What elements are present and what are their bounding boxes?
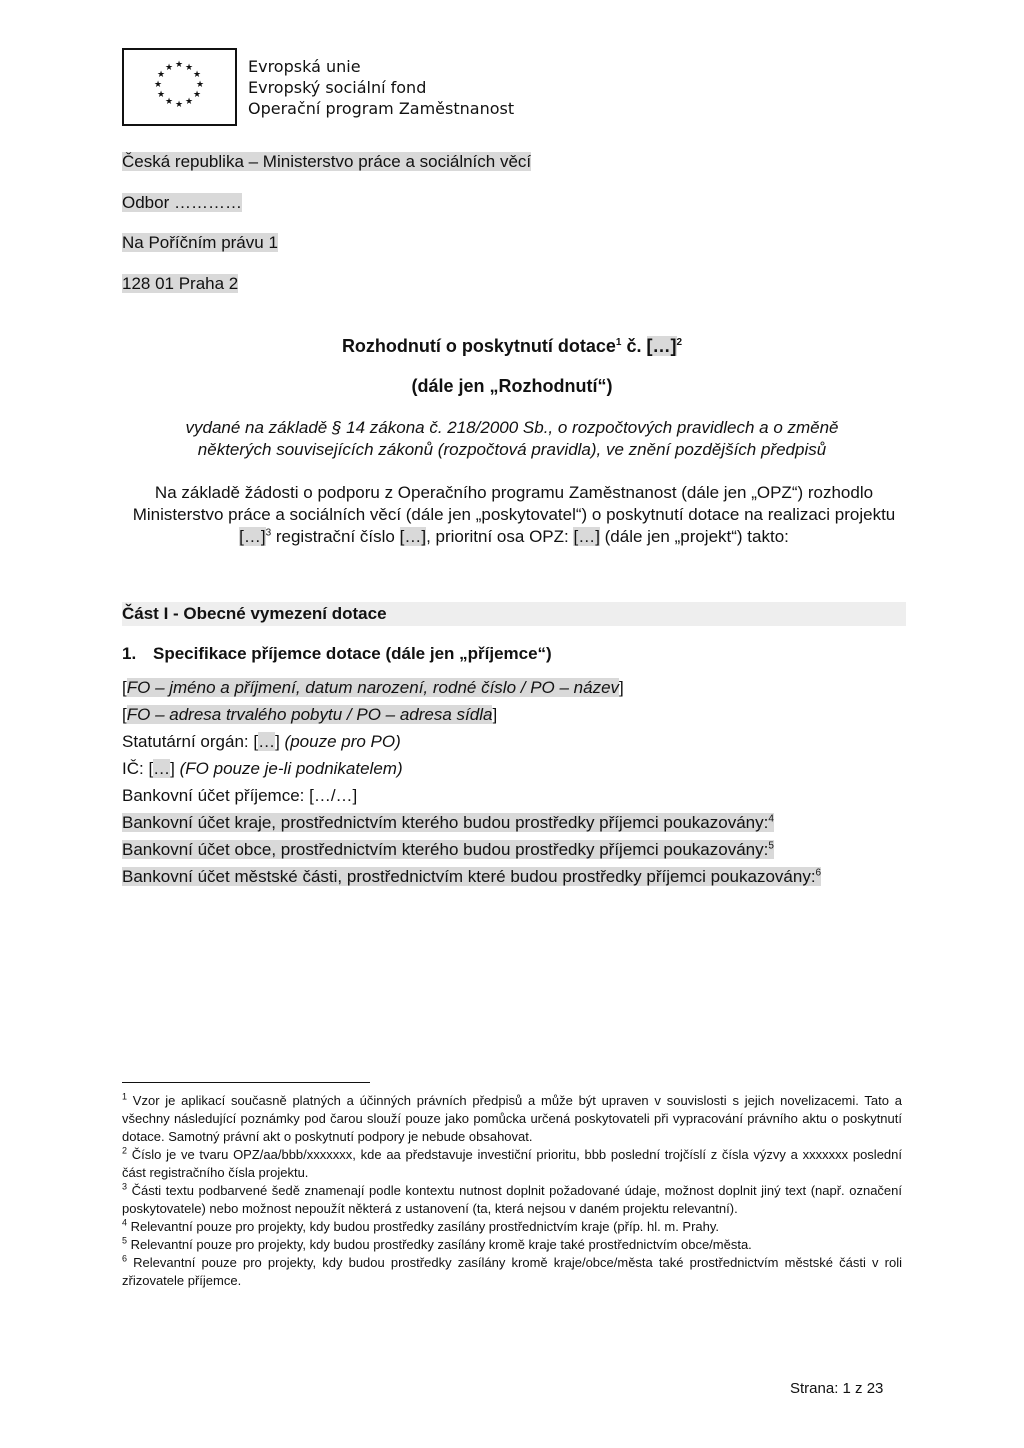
svg-text:★: ★	[192, 70, 202, 80]
subsection-number: 1.	[122, 644, 137, 663]
footnote-3: $^3$ Části textu podbarvené šedě znamenají podle kontextu nutnost doplnit požadované údaje, možnost doplnit jiný text (např. označení poskytovatele) nebo možnost nepoužít některá z ustanovení (ta, která nejsou v daném projektu relevantní).	[122, 1181, 902, 1216]
intro-paragraph: Na základě žádosti o podporu z Operačního programu Zaměstnanost (dále jen „OPZ“) rozhodlo Ministerstvo práce a sociálních věcí (dále jen „poskytovatel“) o poskytnutí dotace na realizaci projektu […]$^3$ registrační číslo […], prioritní osa OPZ: […] (dále jen „projekt“) takto:	[132, 483, 896, 546]
spec-bank-account-municipality: Bankovní účet obce, prostřednictvím kterého budou prostředky příjemci poukazovány:$^5$	[122, 840, 774, 859]
svg-text:★: ★	[164, 97, 174, 107]
svg-text:★: ★	[184, 97, 194, 107]
footnote-separator	[122, 1082, 370, 1083]
footnote-1: $^1$ Vzor je aplikací současně platných a účinných právních předpisů a může být upraven v souvislosti s jejich novelizacemi. Tato a všechny následující poznámky pod čarou slouží pouze jako pomůcka určená poskytovateli při vypracování právního aktu o poskytnutí dotace. Samotný právní akt o poskytnutí podpory je nebude obsahovat.	[122, 1091, 902, 1144]
footnote-4: $^4$ Relevantní pouze pro projekty, kdy budou prostředky zasílány prostřednictvím kraje (příp. hl. m. Prahy.	[122, 1217, 720, 1234]
svg-text:★: ★	[164, 63, 174, 73]
logo-text	[248, 56, 514, 119]
svg-text:★: ★	[174, 100, 184, 110]
registration-number-placeholder: […]	[399, 527, 427, 546]
spec-bank-account-region: Bankovní účet kraje, prostřednictvím kterého budou prostředky příjemci poukazovány:$^4$	[122, 813, 774, 832]
document-title: Rozhodnutí o poskytnutí dotace$^1$ č. […]$^2$	[341, 336, 683, 356]
logo-line-eu: Evropská unie	[248, 57, 361, 76]
eu-flag-logo	[122, 48, 237, 126]
address-line-ministry: Česká republika – Ministerstvo práce a sociálních věcí	[122, 152, 532, 171]
legal-basis: vydané na základě § 14 zákona č. 218/2000 Sb., o rozpočtových pravidlech a o změně některých souvisejících zákonů (rozpočtová pravidla), ve znění pozdějších předpisů	[185, 418, 839, 459]
svg-text:★: ★	[156, 70, 166, 80]
spec-company-id: IČ: […] (FO pouze je-li podnikatelem)	[122, 759, 403, 778]
priority-axis-placeholder: […]	[573, 527, 600, 546]
section-title: Část I - Obecné vymezení dotace	[122, 604, 387, 623]
address-line-street: Na Poříčním právu 1	[122, 233, 278, 252]
subsection-title: 1. Specifikace příjemce dotace (dále jen „příjemce“)	[122, 644, 552, 663]
address-line-department: Odbor …………	[122, 193, 242, 212]
svg-text:★: ★	[184, 63, 194, 73]
spec-statutory-body: Statutární orgán: […] (pouze pro PO)	[122, 732, 401, 751]
footnote-ref-6: 6	[815, 867, 822, 879]
footnote-ref-1: 1	[615, 337, 622, 348]
footnote-ref-5: 5	[768, 840, 774, 852]
logo-line-esf: Evropský sociální fond	[248, 78, 427, 97]
spec-recipient-address: [FO – adresa trvalého pobytu / PO – adresa sídla]	[122, 705, 498, 724]
page-number: Strana: 1 z 23	[790, 1380, 884, 1397]
project-name-placeholder: […]	[239, 527, 266, 546]
logo-line-opz: Operační program Zaměstnanost	[248, 99, 515, 118]
footnote-ref-2: 2	[676, 337, 683, 348]
footnotes	[122, 1092, 902, 1290]
footnote-2: $^2$ Číslo je ve tvaru OPZ/aa/bbb/xxxxxxx, kde aa představuje investiční prioritu, bbb poslední trojčíslí z čísla výzvy a xxxxxxx poslední část registračního čísla projektu.	[122, 1145, 902, 1180]
footnote-ref-3: 3	[265, 527, 272, 539]
spec-bank-account-district: Bankovní účet městské části, prostřednictvím které budou prostředky příjemci poukazovány:$^6$	[122, 867, 822, 886]
svg-text:★: ★	[156, 90, 166, 100]
spec-recipient-name: [FO – jméno a příjmení, datum narození, rodné číslo / PO – název]	[122, 678, 624, 697]
document-subtitle: (dále jen „Rozhodnutí“)	[411, 376, 613, 396]
decision-number-placeholder: […]	[646, 336, 677, 356]
footnote-6: $^6$ Relevantní pouze pro projekty, kdy budou prostředky zasílány kromě kraje/obce/města také prostřednictvím městské části v roli zřizovatele příjemce.	[122, 1253, 902, 1288]
footnote-ref-4: 4	[768, 813, 774, 825]
footnote-5: $^5$ Relevantní pouze pro projekty, kdy budou prostředky zasílány kromě kraje také prostřednictvím obce/města.	[122, 1235, 752, 1252]
eu-stars-icon	[124, 50, 235, 124]
spec-bank-account-recipient: Bankovní účet příjemce: […/…]	[122, 786, 358, 805]
svg-text:★: ★	[195, 80, 205, 90]
address-line-city: 128 01 Praha 2	[122, 274, 239, 293]
svg-text:★: ★	[192, 90, 202, 100]
svg-text:★: ★	[153, 80, 163, 90]
svg-text:★: ★	[174, 60, 184, 70]
